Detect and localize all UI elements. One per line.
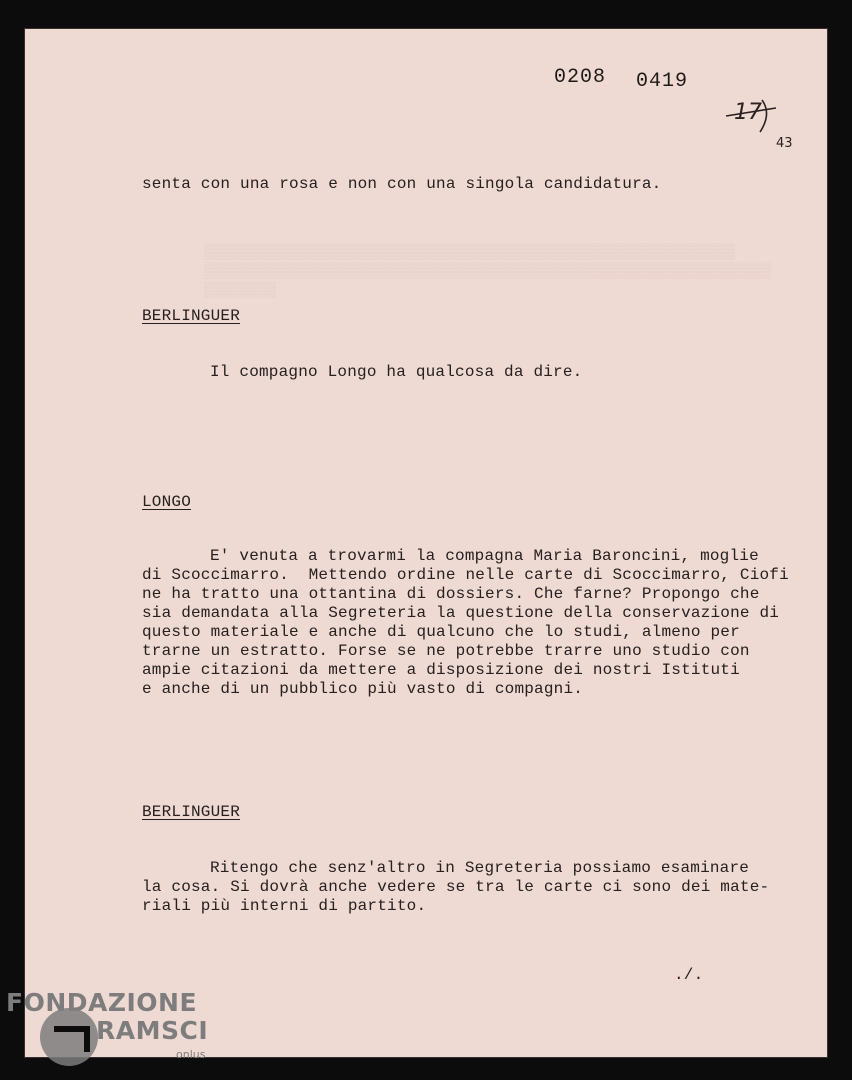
text-line: ne ha tratto una ottantina di dossiers. Che farne? Propongo che xyxy=(142,585,760,603)
watermark-line1: FONDAZIONE xyxy=(6,988,198,1017)
text-line: riali più interni di partito. xyxy=(142,897,427,915)
text-line: sia demandata alla Segreteria la questione della conservazione di xyxy=(142,604,780,622)
fondazione-gramsci-watermark xyxy=(6,988,226,1068)
handwritten-page-number: 43 xyxy=(776,136,793,151)
handwritten-folio-text: 17 xyxy=(734,100,762,125)
archive-stamp-left: 0208 xyxy=(554,66,607,89)
document-page xyxy=(24,28,828,1058)
text-line: questo materiale e anche di qualcuno che lo studi, almeno per xyxy=(142,623,740,641)
text-line: senta con una rosa e non con una singola candidatura. xyxy=(142,175,662,193)
watermark-line3: onlus xyxy=(176,1048,206,1061)
continuation-mark: ./. xyxy=(674,966,704,984)
text-line: Ritengo che senz'altro in Segreteria possiamo esaminare xyxy=(210,859,750,877)
text-line: di Scoccimarro. Mettendo ordine nelle carte di Scoccimarro, Ciofi xyxy=(142,566,789,584)
text-line: ampie citazioni da mettere a disposizione dei nostri Istituti xyxy=(142,661,740,679)
archive-stamp-right: 0419 xyxy=(636,70,689,93)
text-line: la cosa. Si dovrà anche vedere se tra le carte ci sono dei mate- xyxy=(142,878,770,896)
text-line: Il compagno Longo ha qualcosa da dire. xyxy=(210,363,583,381)
speaker-heading: LONGO xyxy=(142,493,192,511)
text-line: e anche di un pubblico più vasto di compagni. xyxy=(142,680,584,698)
show-through-texture: ▒▒▒▒▒▒▒▒▒▒▒▒▒▒▒▒▒▒▒▒▒▒▒▒▒▒▒▒▒▒▒▒▒▒▒▒▒▒▒▒▒▒▒▒▒▒▒▒▒▒▒▒▒▒▒▒▒▒▒ ▒▒▒▒▒▒▒▒▒▒▒▒▒▒▒▒▒▒▒▒▒▒▒▒▒▒▒▒▒▒▒▒▒▒▒▒▒▒▒▒▒▒▒▒▒▒▒▒▒▒▒▒▒▒▒▒▒▒▒▒▒▒▒ ▒▒▒▒▒▒▒▒ xyxy=(204,244,772,299)
text-line: trarne un estratto. Forse se ne potrebbe trarre uno studio con xyxy=(142,642,750,660)
speaker-heading: BERLINGUER xyxy=(142,307,241,325)
watermark-line2: RAMSCI xyxy=(96,1016,209,1045)
strikethrough-mark-icon xyxy=(724,94,784,134)
text-line: E' venuta a trovarmi la compagna Maria Baroncini, moglie xyxy=(210,547,759,565)
handwritten-folio-number xyxy=(724,94,784,134)
speaker-heading: BERLINGUER xyxy=(142,803,241,821)
